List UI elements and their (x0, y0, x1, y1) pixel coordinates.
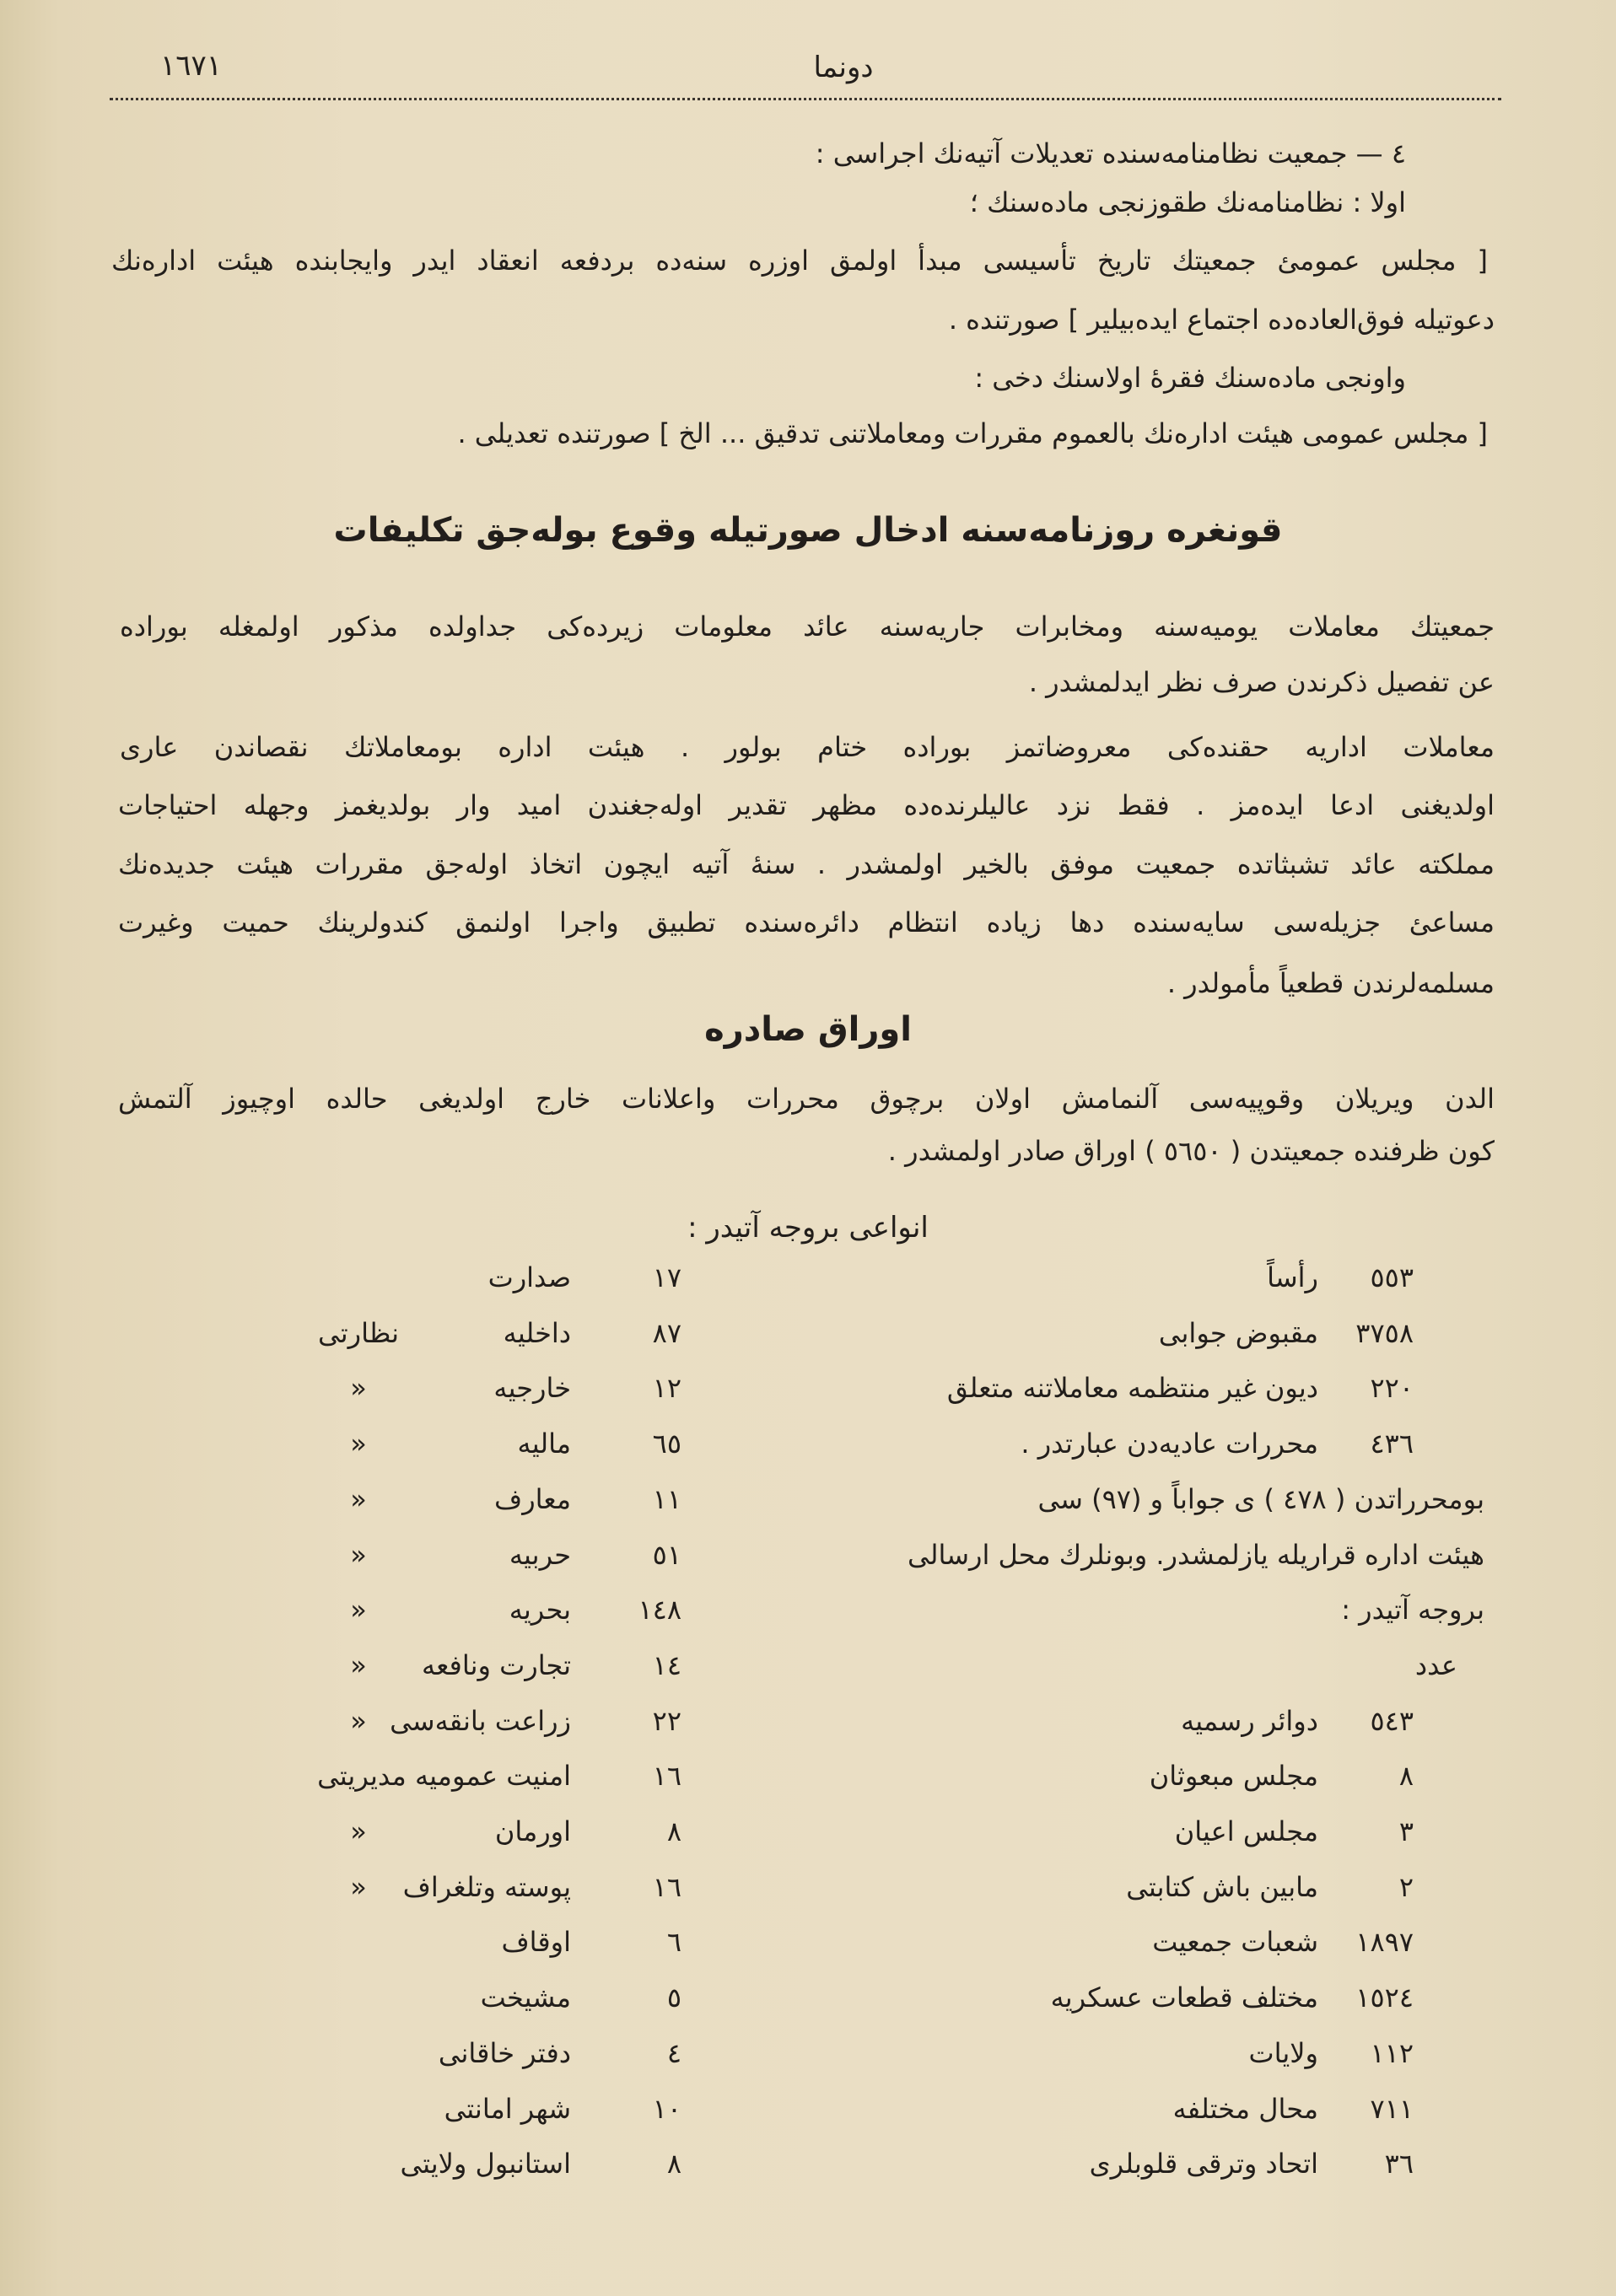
table-row (808, 1252, 1616, 1303)
row-label: صدارت (487, 1261, 571, 1293)
row-number: ١٤٨ (638, 1594, 681, 1626)
row-label: محال مختلفه (1172, 2093, 1318, 2125)
row-number: ١٠ (652, 2093, 681, 2125)
row-label: خارجيه (493, 1372, 571, 1404)
row-label: معارف (494, 1483, 571, 1515)
row-number: ١٤ (652, 1649, 681, 1681)
row-number: ١٦ (652, 1871, 681, 1903)
page-number: ١٦٧١ (160, 49, 223, 83)
paragraph-line: مملكته عائد تشبثاتده جمعيت موفق بالخير اولمشدر . سنهٔ آتيه ايچون اتخاذ اوله‌جق مقررات هيئت جديده‌نك (118, 848, 1495, 880)
count-header-row (808, 1640, 1616, 1691)
table-row (0, 1640, 808, 1691)
table-row (0, 1696, 808, 1746)
table-row (0, 1308, 808, 1358)
table-row (808, 1418, 1616, 1469)
paragraph-line: عن تفصيل ذكرندن صرف نظر ايدلمشدر . (1028, 666, 1495, 698)
table-row (0, 1862, 808, 1912)
count-header: عدد (1414, 1649, 1457, 1681)
table-row (808, 1308, 1616, 1358)
row-label: ولايات (1248, 2037, 1318, 2069)
table-row (808, 2028, 1616, 2078)
row-number: ١٢ (652, 1372, 681, 1404)
amendment-line: واونجى ماده‌سنك فقرهٔ اولاسنك دخى : (974, 362, 1406, 394)
table-row (808, 2084, 1616, 2134)
outgoing-subheading: انواعى بروجه آتيدر : (687, 1211, 929, 1245)
paragraph-line: جمعيتك معاملات يوميه‌سنه ومخابرات جاريه‌سنه عائد معلومات زيرده‌كى جداولده مذكور اولمغله بوراده (120, 610, 1495, 643)
table-row (0, 2138, 808, 2189)
row-label: اتحاد وترقى قلوبلرى (1089, 2148, 1318, 2180)
row-number: ٤٣٦ (1370, 1428, 1414, 1460)
table-row (0, 1252, 808, 1303)
table-row (0, 1750, 808, 1801)
table-row (0, 2084, 808, 2134)
row-number: ٥٤٣ (1370, 1705, 1414, 1737)
table-row (0, 1972, 808, 2023)
right-column (808, 1252, 1616, 2190)
table-row (0, 1584, 808, 1635)
row-number: ٢٢ (652, 1705, 681, 1737)
row-label: ماليه (517, 1428, 571, 1460)
proposals-heading: قونغره روزنامه‌سنه ادخال صورتيله وقوع بوله‌جق تكليفات (333, 511, 1283, 550)
row-label: مابين باش كتابتى (1126, 1871, 1318, 1903)
amendment-line: دعوتيله فوق‌العاده‌ده اجتماع ايده‌بيلير ] صورتنده . (948, 304, 1495, 336)
row-number: ٥٥٣ (1370, 1261, 1414, 1293)
note-line (808, 1530, 1616, 1580)
row-label: پوسته وتلغراف (402, 1871, 571, 1903)
note-text: بومحرراتدن ( ٤٧٨ ) ى جواباً و (٩٧) سى (1037, 1483, 1484, 1515)
row-number: ٤ (666, 2037, 681, 2069)
row-label: داخليه (503, 1317, 571, 1349)
row-number: ١١٢ (1370, 2037, 1414, 2069)
row-label: زراعت بانقه‌سى (390, 1705, 571, 1737)
ditto-mark: « (350, 1705, 367, 1737)
paragraph-line: معاملات اداريه حقنده‌كى معروضاتمز بوراده ختام بولور . هيئت اداره بومعاملاتك نقصاندن عارى (120, 731, 1495, 763)
paragraph-line: مساعئ جزيله‌سى سايه‌سنده دها زياده انتظام دائره‌سنده تطبيق واجرا اولنمق كندولرينك حميت وغيرت (118, 906, 1495, 938)
row-label: اورمان (494, 1815, 571, 1847)
ditto-mark: « (350, 1594, 367, 1626)
note-line (808, 1474, 1616, 1524)
row-label: حربيه (509, 1539, 571, 1571)
paragraph-line: كون ظرفنده جمعيتدن ( ٥٦٥٠ ) اوراق صادر اولمشدر . (887, 1135, 1495, 1167)
row-label: اوقاف (501, 1926, 571, 1958)
row-number: ٨ (666, 2148, 681, 2180)
amendment-line: ٤ — جمعيت نظامنامه‌سنده تعديلات آتيه‌نك اجراسى : (815, 137, 1406, 169)
row-number: ١١ (652, 1483, 681, 1515)
row-label: شعبات جمعيت (1152, 1926, 1318, 1958)
table-row (808, 1972, 1616, 2023)
table-row (808, 1363, 1616, 1413)
ditto-mark: « (350, 1372, 367, 1404)
note-line (808, 1584, 1616, 1635)
row-label: مقبوض جوابى (1158, 1317, 1318, 1349)
row-label: مجلس اعيان (1174, 1815, 1318, 1847)
table-row (808, 1862, 1616, 1912)
row-number: ٣٧٥٨ (1355, 1317, 1414, 1349)
row-suffix: نظارتى (318, 1317, 399, 1349)
row-number: ٦٥ (652, 1428, 681, 1460)
table-row (808, 2138, 1616, 2189)
row-number: ٦ (666, 1926, 681, 1958)
row-number: ١٧ (652, 1261, 681, 1293)
row-label: دوائر رسميه (1181, 1705, 1318, 1737)
note-text: هيئت اداره قراريله يازلمشدر. وبونلرك محل ارسالى (908, 1539, 1484, 1571)
table-row (808, 1917, 1616, 1967)
table-row (0, 1806, 808, 1857)
row-label: مشيخت (480, 1981, 571, 2014)
amendment-line: [ مجلس عمومئ جمعيتك تاريخ تأسيسى مبدأ اولمق اوزره سنه‌ده بردفعه انعقاد ايدر وايجابنده هيئت اداره‌نك (111, 245, 1488, 277)
paragraph-line: اولديغنى ادعا ايده‌مز . فقط نزد عاليلرنده‌ده مظهر تقدير اوله‌جغندن اميد وار بولديغمز وجهله احتياجات (118, 789, 1495, 821)
table-row (0, 1363, 808, 1413)
row-label: استانبول ولايتى (400, 2148, 571, 2180)
row-number: ٢٢٠ (1370, 1372, 1414, 1404)
table-row (808, 1806, 1616, 1857)
table-row (0, 2028, 808, 2078)
table-row (808, 1696, 1616, 1746)
row-number: ٢ (1398, 1871, 1414, 1903)
ditto-mark: « (350, 1428, 367, 1460)
row-label: مختلف قطعات عسكريه (1050, 1981, 1318, 2014)
paragraph-line: مسلمه‌لرندن قطعياً مأمولدر . (1166, 967, 1495, 999)
row-number: ٨٧ (652, 1317, 681, 1349)
row-number: ٨ (666, 1815, 681, 1847)
ditto-mark: « (350, 1871, 367, 1903)
row-number: ٨ (1398, 1760, 1414, 1792)
row-label: مجلس مبعوثان (1149, 1760, 1318, 1792)
table-row (0, 1418, 808, 1469)
header-rule (110, 98, 1501, 100)
amendment-line: [ مجلس عمومى هيئت اداره‌نك بالعموم مقررات ومعاملاتنى تدقيق ... الخ ] صورتنده تعديلى . (457, 417, 1488, 449)
ditto-mark: « (350, 1815, 367, 1847)
table-row (808, 1750, 1616, 1801)
row-number: ٣٦ (1384, 2148, 1414, 2180)
row-number: ١٨٩٧ (1355, 1926, 1414, 1958)
ditto-mark: « (350, 1483, 367, 1515)
left-column (0, 1252, 808, 2190)
table-row (0, 1474, 808, 1524)
ditto-mark: « (350, 1539, 367, 1571)
row-label: امنيت عموميه مديريتى (317, 1760, 571, 1792)
row-number: ٥١ (652, 1539, 681, 1571)
table-row (0, 1917, 808, 1967)
row-label: شهر امانتى (444, 2093, 571, 2125)
row-number: ٧١١ (1370, 2093, 1414, 2125)
row-label: محررات عاديه‌دن عبارتدر . (1021, 1428, 1318, 1460)
row-label: دفتر خاقانى (438, 2037, 571, 2069)
paragraph-line: الدن ويريلان وقوپيه‌سى آلنمامش اولان برچوق محررات واعلانات خارج اولديغى حالده اوچيوز آلتمش (118, 1083, 1495, 1115)
row-number: ٣ (1398, 1815, 1414, 1847)
row-label: تجارت ونافعه (421, 1649, 571, 1681)
row-number: ٥ (666, 1981, 681, 2014)
running-title: دونما (813, 51, 874, 84)
note-text: بروجه آتيدر : (1341, 1594, 1484, 1626)
table-row (0, 1530, 808, 1580)
ditto-mark: « (350, 1649, 367, 1681)
row-label: رأساً (1267, 1261, 1318, 1293)
row-number: ١٥٢٤ (1355, 1981, 1414, 2014)
amendment-line: اولا : نظامنامه‌نك طقوزنجى ماده‌سنك ؛ (969, 186, 1406, 218)
row-number: ١٦ (652, 1760, 681, 1792)
row-label: بحريه (509, 1594, 571, 1626)
row-label: ديون غير منتظمه معاملاتنه متعلق (946, 1372, 1318, 1404)
outgoing-heading: اوراق صادره (704, 1010, 912, 1049)
